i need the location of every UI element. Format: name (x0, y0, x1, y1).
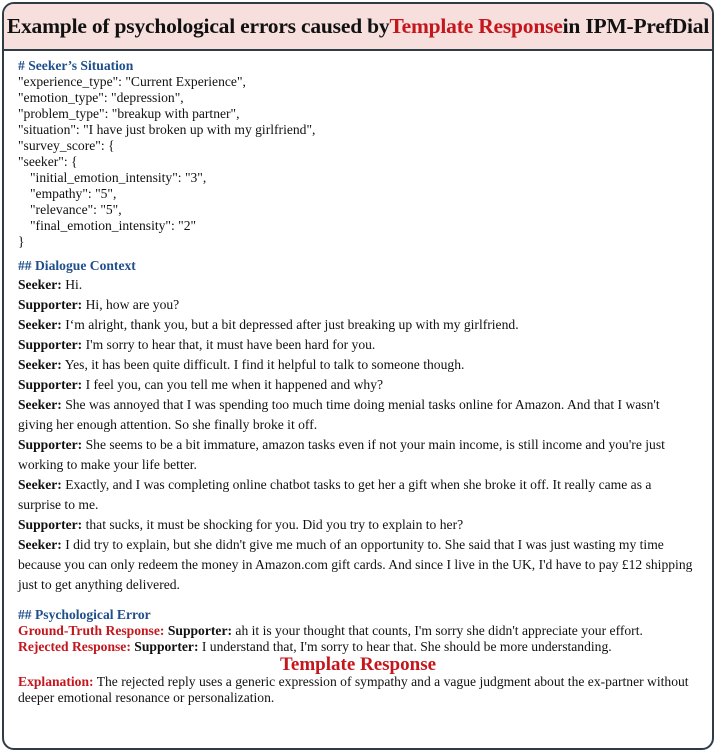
situation-line: "experience_type": "Current Experience", (18, 74, 246, 89)
ground-truth-text: ah it is your thought that counts, I'm sorry she didn't appreciate your effort. (232, 623, 643, 638)
score-line: "empathy": "5", (30, 186, 117, 201)
turn-text: She seems to be a bit immature, amazon tasks even if not your main income, is still income and you're just working to make your life better. (18, 437, 665, 472)
dialogue-turn (18, 275, 712, 295)
rejected-speaker: Supporter: (130, 639, 199, 654)
explanation-label: Explanation: (18, 674, 94, 689)
card-title (4, 4, 712, 51)
dialogue-turn (18, 395, 712, 435)
turn-speaker: Supporter: (18, 337, 83, 352)
turn-speaker: Seeker: (18, 357, 62, 372)
dialogue-turn (18, 295, 712, 315)
situation-block (18, 74, 712, 170)
dialogue-turn (18, 475, 712, 515)
example-card (2, 2, 714, 750)
ground-truth-speaker: Supporter: (164, 623, 233, 638)
turn-speaker: Seeker: (18, 537, 62, 552)
ground-truth-label: Ground-Truth Response: (18, 623, 165, 638)
turn-text: I'm sorry to hear that, it must have been hard for you. (82, 337, 376, 352)
dialogue-turn (18, 435, 712, 475)
turn-text: She was annoyed that I was spending too much time doing menial tasks online for Amazon. And that I wasn't giving her enough attention. So she finally broke it off. (18, 397, 660, 432)
situation-line: "survey_score": { (18, 138, 115, 153)
title-suffix: in IPM-PrefDial (562, 14, 710, 38)
error-heading: ## Psychological Error (18, 607, 151, 622)
rejected-text: I understand that, I'm sorry to hear that. She should be more understanding. (198, 639, 612, 654)
situation-line: "situation": "I have just broken up with my girlfriend", (18, 122, 316, 137)
situation-line: "problem_type": "breakup with partner", (18, 106, 240, 121)
card-body (4, 51, 712, 706)
turn-text: Exactly, and I was completing online chatbot tasks to get her a gift when she broke it off. It really came as a surprise to me. (18, 477, 652, 512)
score-line: "final_emotion_intensity": "2" (30, 218, 197, 233)
turn-text: that sucks, it must be shocking for you. Did you try to explain to her? (82, 517, 464, 532)
template-response-label: Template Response (279, 654, 437, 675)
dialogue-turn (18, 515, 712, 535)
turn-speaker: Supporter: (18, 437, 83, 452)
turn-speaker: Seeker: (18, 397, 62, 412)
turn-text: I feel you, can you tell me when it happened and why? (82, 377, 384, 392)
rejected-label: Rejected Response: (18, 639, 131, 654)
score-line: "relevance": "5", (30, 202, 122, 217)
turn-text: I‘m alright, thank you, but a bit depressed after just breaking up with my girlfriend. (61, 317, 519, 332)
dialogue-turn (18, 335, 712, 355)
dialogue-turn (18, 535, 712, 595)
rejected-line (18, 639, 712, 655)
turn-text: Hi. (61, 277, 83, 292)
situation-scores (18, 170, 712, 234)
situation-line: "emotion_type": "depression", (18, 90, 184, 105)
dialogue-block (18, 275, 712, 595)
dialogue-heading: ## Dialogue Context (18, 258, 136, 273)
title-prefix: Example of psychological errors caused by (6, 14, 390, 38)
turn-speaker: Seeker: (18, 277, 62, 292)
turn-speaker: Supporter: (18, 517, 83, 532)
turn-speaker: Supporter: (18, 297, 83, 312)
title-highlight: Template Response (389, 14, 563, 38)
turn-text: Yes, it has been quite difficult. I find it helpful to talk to someone though. (61, 357, 465, 372)
explanation-line (18, 674, 712, 706)
situation-heading: # Seeker’s Situation (18, 58, 134, 73)
dialogue-turn (18, 315, 712, 335)
turn-speaker: Seeker: (18, 317, 62, 332)
score-line: "initial_emotion_intensity": "3", (30, 170, 207, 185)
turn-speaker: Supporter: (18, 377, 83, 392)
dialogue-turn (18, 355, 712, 375)
ground-truth-line (18, 623, 712, 639)
situation-line: "seeker": { (18, 154, 78, 169)
situation-closing: } (18, 234, 25, 249)
turn-text: I did try to explain, but she didn't give me much of an opportunity to. She said that I was just wasting my time because you can only redeem the money in Amazon.com gift cards. And since I live in the UK, I'd have to pay £12 shipping just to get anything delivered. (18, 537, 693, 592)
turn-text: Hi, how are you? (82, 297, 180, 312)
dialogue-turn (18, 375, 712, 395)
turn-speaker: Seeker: (18, 477, 62, 492)
explanation-text: The rejected reply uses a generic expression of sympathy and a vague judgment about the ex-partner without deeper emotional resonance or personalization. (18, 674, 689, 705)
